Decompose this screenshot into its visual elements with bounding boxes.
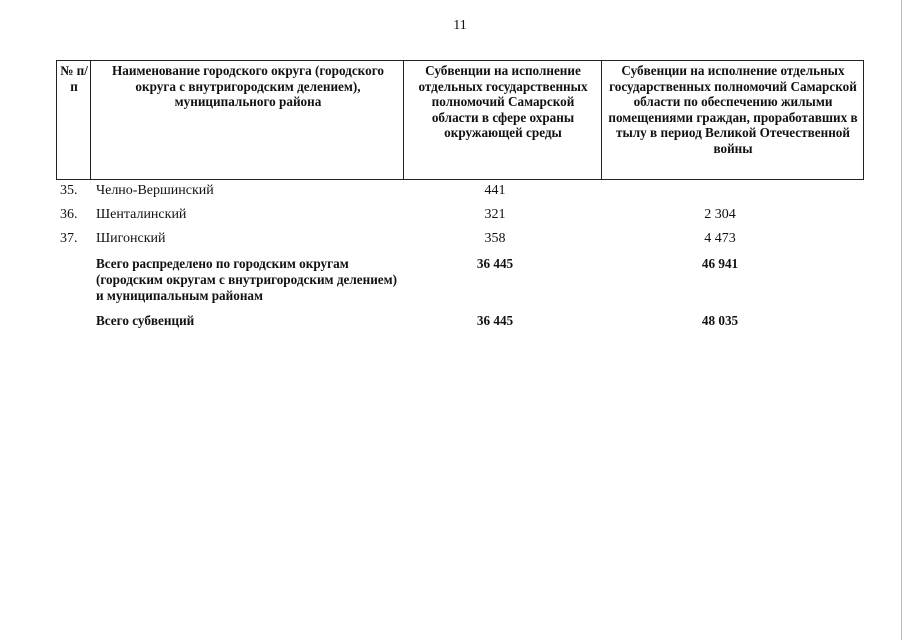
row-housing-value: 4 473 [704,231,736,246]
column-divider [403,61,404,179]
row-name: Шигонский [96,231,166,246]
header-environment: Субвенции на исполнение отдельных государственных полномочий Самарской области в сфере охраны окружающей среды [418,63,588,140]
row-housing-value: 2 304 [704,207,736,222]
total-subventions-housing: 48 035 [701,313,739,328]
total-distributed-label: Всего распределено по городским округам (городским округам с внутригородским делением) и муниципальным районам [96,256,398,303]
row-env-value: 358 [484,231,506,246]
total-subventions-env: 36 445 [476,313,514,328]
row-number: 35. [60,183,78,198]
row-number: 37. [60,231,78,246]
row-name: Шенталинский [96,207,187,222]
column-divider [90,61,91,179]
page-edge-line [901,0,902,640]
page-number: 11 [453,18,467,33]
header-number: № п/п [60,63,88,94]
row-name: Челно-Вершинский [96,183,214,198]
column-divider [601,61,602,179]
total-distributed-housing: 46 941 [701,256,739,271]
row-env-value: 441 [484,183,506,198]
row-env-value: 321 [484,207,506,222]
header-name: Наименование городского округа (городского округа с внутригородским делением), муниципального района [112,63,384,109]
header-housing: Субвенции на исполнение отдельных государственных полномочий Самарской области по обеспечению жилыми помещениями граждан, проработавших в тылу в период Великой Отечественной войны [608,63,858,156]
total-distributed-env: 36 445 [476,256,514,271]
total-subventions-label: Всего субвенций [96,313,195,328]
row-number: 36. [60,207,78,222]
table-header [56,60,864,180]
